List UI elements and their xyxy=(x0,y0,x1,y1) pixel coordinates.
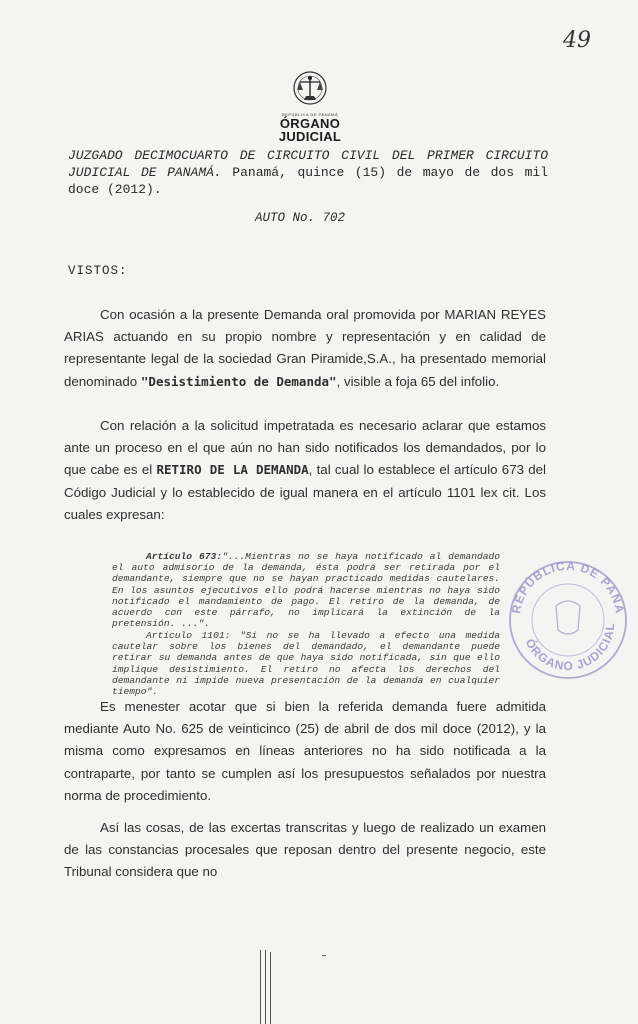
stamp-top-text: REPÚBLICA DE PANA xyxy=(509,558,627,616)
page-number: 49 xyxy=(563,28,591,53)
scales-of-justice-emblem-icon xyxy=(290,70,330,106)
quote-2-text: "Si no se ha llevado a efecto una medida cautelar sobre los bienes del demandado, el demandante puede retirar su demanda antes de que haya sido notificada, sin que ello implique desistimiento. El retiro no afecta los derechos del demandante ni impide nueva presentación de la demanda en cualquier tiempo". xyxy=(112,630,500,698)
p2-text-a: Con relación a la solicitud impetratada es necesario aclarar que estamos ante un proceso en el que aún no han sido notificados los demandados, por lo que cabe es el xyxy=(64,418,546,478)
stamp-shield-icon xyxy=(556,601,580,634)
court-name: JUZGADO DECIMOCUARTO DE CIRCUITO CIVIL DEL PRIMER CIRCUITO JUDICIAL DE PANAMÁ. xyxy=(68,148,548,180)
scan-mark xyxy=(322,955,326,956)
stamp-bottom-text: ÓRGANO JUDICIAL xyxy=(522,621,618,674)
paragraph-1 xyxy=(64,304,546,393)
vistos-heading: VISTOS: xyxy=(68,264,128,278)
scan-mark xyxy=(265,950,266,1024)
organo-judicial-logo xyxy=(270,70,350,143)
logo-name-line1: ÓRGANO xyxy=(279,116,341,131)
p1-emphasis: "Desistimiento de Demanda" xyxy=(140,373,337,389)
p2-text-c: , tal cual lo establece el artículo 673 del Código Judicial y lo establecido de igual manera en el artículo 1101 lex cit. Los cuales expresan: xyxy=(64,462,546,522)
logo-name-line2: JUDICIAL xyxy=(278,129,342,144)
court-header xyxy=(68,147,548,198)
logo-country-text: REPÚBLICA DE PANAMÁ xyxy=(281,112,339,117)
court-date: Panamá, quince (15) de mayo de dos mil doce (2012). xyxy=(68,165,548,197)
quote-1-text: "...Mientras no se haya notificado al demandado el auto admisorio de la demanda, ésta podrá ser retirada por el demandante, siempre que no se hayan practicado medidas cautelares. En los asuntos ejecutivos ello podrá hacerse mientras no haya sido notificado el mandamiento de pago. El retiro de la demanda, de acuerdo con este párrafo, no implicará la extinción de la pretensión. ...". xyxy=(112,551,501,630)
scan-mark xyxy=(260,950,261,1024)
p2-emphasis: RETIRO DE LA DEMANDA xyxy=(156,462,309,478)
quote-1-label: Artículo 673: xyxy=(146,551,223,562)
quote-2-label: Artículo 1101: xyxy=(146,630,231,641)
paragraph-4 xyxy=(64,817,546,884)
svg-text:REPÚBLICA DE PANAMÁ xyxy=(498,548,627,615)
quote-article-1101 xyxy=(112,630,500,697)
scan-mark xyxy=(270,952,271,1024)
p1-text-a: Con ocasión a la presente Demanda oral promovida por MARIAN REYES ARIAS actuando en su propio nombre y representación y en calidad de representante legal de la sociedad Gran Piramide,S.A., ha presentado memorial denominado xyxy=(64,307,546,389)
p3-text: Es menester acotar que si bien la referida demanda fuere admitida mediante Auto No. 625 de veinticinco (25) de abril de dos mil doce (2012), y la misma como expresamos en líneas anteriores no ha sido notificada a la contraparte, por tanto se cumplen así los presupuestos señalados por nuestra norma de procedimiento. xyxy=(64,699,546,803)
official-stamp xyxy=(498,548,638,688)
auto-title: AUTO No. 702 xyxy=(255,211,346,225)
quote-article-673 xyxy=(112,551,500,629)
paragraph-2 xyxy=(64,415,546,526)
paragraph-3 xyxy=(64,696,546,807)
p1-text-c: , visible a foja 65 del infolio. xyxy=(336,373,500,389)
p4-text: Así las cosas, de las excertas transcritas y luego de realizado un examen de las constancias procesales que reposan dentro del presente negocio, este Tribunal considera que no xyxy=(64,820,546,880)
